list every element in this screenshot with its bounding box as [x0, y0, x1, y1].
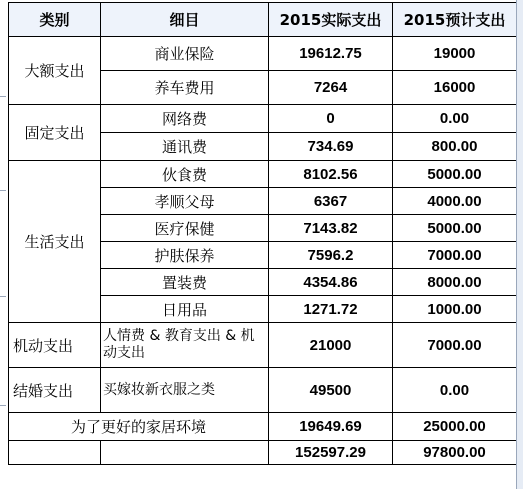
actual-cell[interactable]: 0 — [269, 105, 393, 133]
header-item[interactable]: 细目 — [101, 3, 269, 37]
actual-cell[interactable]: 19649.69 — [269, 413, 393, 441]
actual-cell[interactable]: 7143.82 — [269, 215, 393, 242]
category-cell[interactable]: 结婚支出 — [9, 368, 101, 413]
total-planned-cell[interactable]: 97800.00 — [393, 441, 517, 465]
total-actual-cell[interactable]: 152597.29 — [269, 441, 393, 465]
item-cell[interactable]: 医疗保健 — [101, 215, 269, 242]
empty-cell[interactable] — [9, 441, 101, 465]
actual-cell[interactable]: 49500 — [269, 368, 393, 413]
actual-cell[interactable]: 734.69 — [269, 133, 393, 161]
table-row — [9, 37, 517, 71]
category-cell[interactable]: 机动支出 — [9, 323, 101, 368]
table-row — [9, 368, 517, 413]
item-cell[interactable]: 通讯费 — [101, 133, 269, 161]
actual-cell[interactable]: 1271.72 — [269, 296, 393, 323]
planned-cell[interactable]: 5000.00 — [393, 161, 517, 188]
planned-cell[interactable]: 4000.00 — [393, 188, 517, 215]
actual-cell[interactable]: 19612.75 — [269, 37, 393, 71]
category-cell[interactable]: 固定支出 — [9, 105, 101, 161]
planned-cell[interactable]: 16000 — [393, 71, 517, 105]
actual-cell[interactable]: 6367 — [269, 188, 393, 215]
header-planned[interactable]: 2015预计支出 — [393, 3, 517, 37]
header-row — [9, 3, 517, 37]
planned-cell[interactable]: 800.00 — [393, 133, 517, 161]
table-row — [9, 161, 517, 188]
item-cell[interactable]: 买嫁妆新衣服之类 — [101, 368, 269, 413]
table-row — [9, 105, 517, 133]
item-cell[interactable]: 护肤保养 — [101, 242, 269, 269]
actual-cell[interactable]: 4354.86 — [269, 269, 393, 296]
item-cell[interactable]: 置装费 — [101, 269, 269, 296]
category-cell[interactable]: 大额支出 — [9, 37, 101, 105]
home-label-cell[interactable]: 为了更好的家居环境 — [9, 413, 269, 441]
item-cell[interactable]: 伙食费 — [101, 161, 269, 188]
item-cell[interactable]: 养车费用 — [101, 71, 269, 105]
planned-cell[interactable]: 5000.00 — [393, 215, 517, 242]
planned-cell[interactable]: 0.00 — [393, 368, 517, 413]
planned-cell[interactable]: 7000.00 — [393, 323, 517, 368]
table-row — [9, 323, 517, 368]
actual-cell[interactable]: 21000 — [269, 323, 393, 368]
actual-cell[interactable]: 7264 — [269, 71, 393, 105]
item-cell[interactable]: 孝顺父母 — [101, 188, 269, 215]
category-cell[interactable]: 生活支出 — [9, 161, 101, 323]
empty-cell[interactable] — [101, 441, 269, 465]
row-edge-marks — [0, 0, 8, 489]
item-cell[interactable]: 人情费 & 教育支出 & 机动支出 — [101, 323, 269, 368]
planned-cell[interactable]: 0.00 — [393, 105, 517, 133]
planned-cell[interactable]: 25000.00 — [393, 413, 517, 441]
budget-table — [8, 2, 517, 465]
header-category[interactable]: 类别 — [9, 3, 101, 37]
item-cell[interactable]: 日用品 — [101, 296, 269, 323]
total-row — [9, 441, 517, 465]
planned-cell[interactable]: 8000.00 — [393, 269, 517, 296]
actual-cell[interactable]: 8102.56 — [269, 161, 393, 188]
header-actual[interactable]: 2015实际支出 — [269, 3, 393, 37]
planned-cell[interactable]: 19000 — [393, 37, 517, 71]
actual-cell[interactable]: 7596.2 — [269, 242, 393, 269]
sheet-edge — [516, 0, 523, 489]
table-row — [9, 413, 517, 441]
planned-cell[interactable]: 1000.00 — [393, 296, 517, 323]
item-cell[interactable]: 商业保险 — [101, 37, 269, 71]
planned-cell[interactable]: 7000.00 — [393, 242, 517, 269]
item-cell[interactable]: 网络费 — [101, 105, 269, 133]
